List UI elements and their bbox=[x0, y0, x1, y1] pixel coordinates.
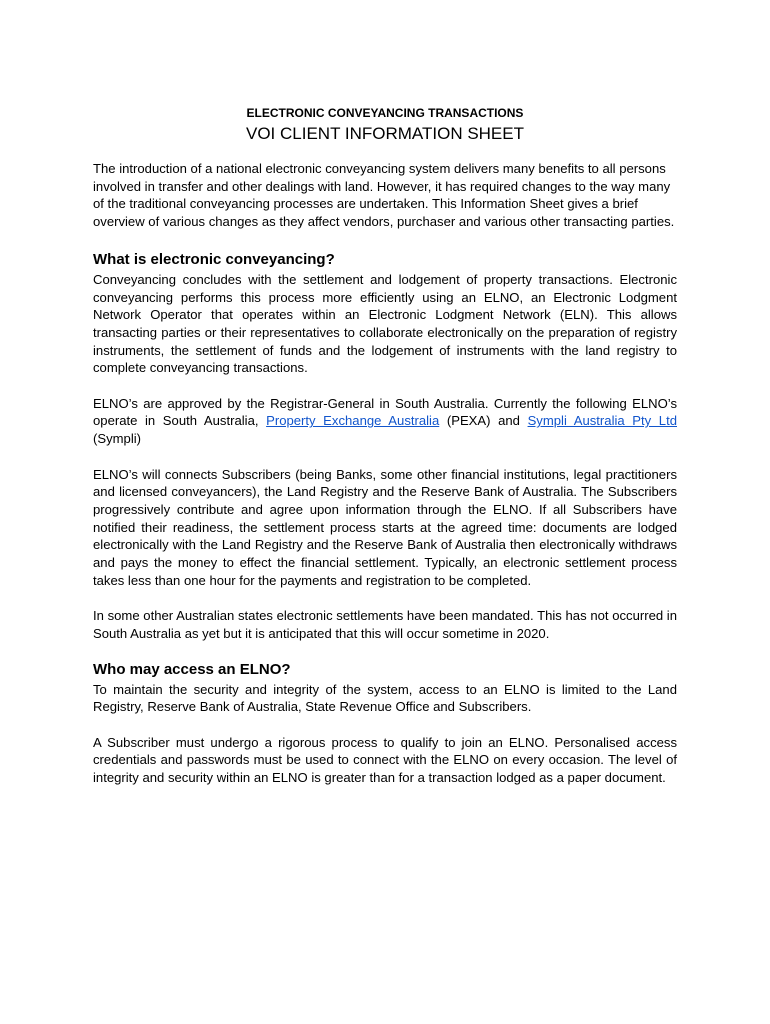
section-electronic-conveyancing bbox=[93, 249, 677, 643]
intro-paragraph: The introduction of a national electronic conveyancing system delivers many benefits to all persons involved in transfer and other dealings with land. However, it has required changes to the way many of the traditional conveyancing processes are undertaken. This Information Sheet gives a brief overview of various changes as they affect vendors, purchaser and various other transacting parties. bbox=[93, 161, 675, 230]
paragraph-elno-approval bbox=[93, 395, 677, 448]
link-sympli-australia[interactable]: Sympli Australia Pty Ltd bbox=[527, 413, 677, 429]
section-heading-electronic-conveyancing: What is electronic conveyancing? bbox=[93, 250, 335, 268]
paragraph-mandate-status: In some other Australian states electronic settlements have been mandated. This has not occurred in South Australia as yet but it is anticipated that this will occur sometime in 2020. bbox=[93, 608, 677, 641]
paragraph-conveyancing-definition: Conveyancing concludes with the settlement and lodgement of property transactions. Electronic conveyancing performs this process more efficiently using an ELNO, an Electronic Lodgment Network Operator that operates within an Electronic Lodgment Network (ELN). This allows transacting parties or their representatives to collaborate electronically on the preparation of registry instruments, the settlement of funds and the lodgement of instruments with the land registry to complete conveyancing transactions. bbox=[93, 271, 677, 376]
section-who-may-access bbox=[93, 659, 677, 787]
section-heading-who-may-access: Who may access an ELNO? bbox=[93, 660, 291, 678]
paragraph-access-limits: To maintain the security and integrity of the system, access to an ELNO is limited to the Land Registry, Reserve Bank of Australia, State Revenue Office and Subscribers. bbox=[93, 681, 677, 715]
link-property-exchange-australia[interactable]: Property Exchange Australia bbox=[266, 413, 440, 429]
paragraph-subscribers-connection: ELNO’s will connects Subscribers (being Banks, some other financial institutions, legal practitioners and licensed conveyancers), the Land Registry and the Reserve Bank of Australia. The Subscribers progressively contribute and agree upon information through the ELNO. If all Subscribers have notified their readiness, the settlement process starts at the agreed time: documents are lodged electronically with the Land Registry and the Reserve Bank of Australia then electronically withdraws and pays the money to effect the financial settlement. Typically, an electronic settlement process takes less than one hour for the payments and registration to be completed. bbox=[93, 466, 677, 588]
paragraph-subscriber-requirements: A Subscriber must undergo a rigorous process to qualify to join an ELNO. Personalised access credentials and passwords must be used to connect with the ELNO on every occasion. The level of integrity and security within an ELNO is greater than for a transaction lodged as a paper document. bbox=[93, 734, 677, 786]
text-span: (PEXA) and bbox=[439, 413, 528, 429]
text-span: ELNO’s are approved by the Registrar-General in South Australia. Currently the following ELNO’s operate in South Australia, bbox=[93, 395, 677, 429]
document-page bbox=[93, 104, 677, 803]
document-kicker: ELECTRONIC CONVEYANCING TRANSACTIONS bbox=[246, 106, 524, 120]
page-title: VOI CLIENT INFORMATION SHEET bbox=[245, 124, 524, 143]
text-span: (Sympli) bbox=[93, 431, 142, 447]
